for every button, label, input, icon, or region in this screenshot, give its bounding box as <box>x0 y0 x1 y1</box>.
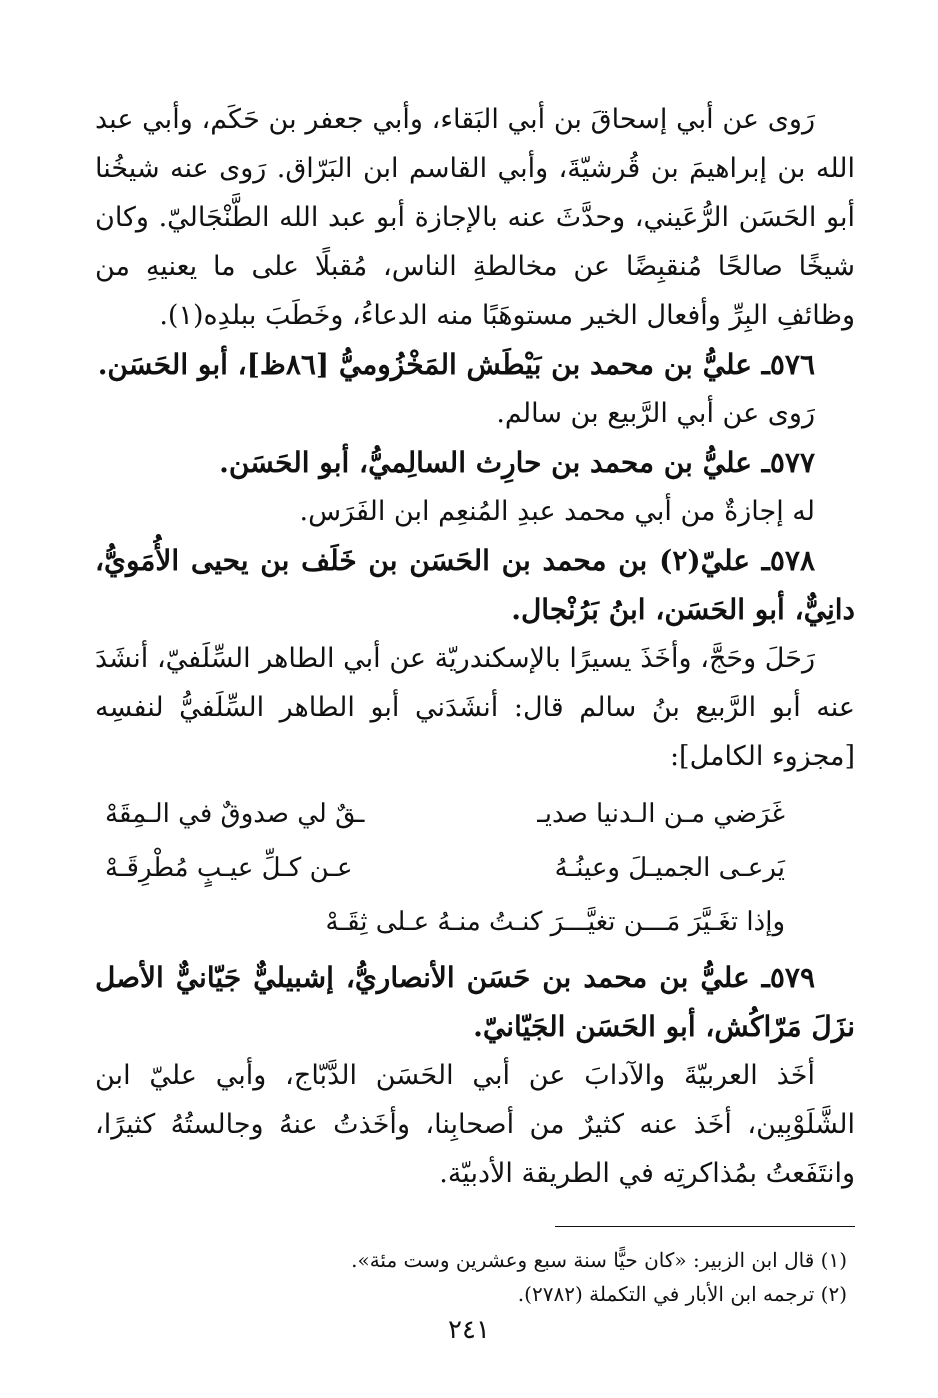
poem-hemistich-right: يَرعـى الجميـلَ وعينُـهُ <box>554 853 785 883</box>
entry-577-body: له إجازةٌ من أبي محمد عبدِ المُنعِم ابن الفَرَس. <box>299 496 815 527</box>
paragraph-intro: رَوى عن أبي إسحاقَ بن أبي البَقاء، وأبي جعفر بن حَكَم، وأبي عبد الله بن إبراهيمَ بن قُرشيّةَ، وأبي القاسم ابن البَرّاق. رَوى عنه شيخُنا أبو الحَسَن الرُّعَيني، وحدَّثَ عنه بالإجازة أبو عبد الله الطَّنْجَاليّ. وكان شيخًا صالحًا مُنقبِضًا عن مخالطةِ الناس، مُقبلًا على ما يعنيهِ من وظائفِ البِرِّ وأفعال الخير مستوهَبًا منه الدعاءُ، وخَطَبَ ببلدِه(١). <box>95 104 855 331</box>
poem-hemistich-left: عـن كـلِّ عيـبٍ مُطْرِقَـهْ <box>105 853 353 883</box>
poem-hemistich-right: غَرَضي مـن الـدنيا صديـ <box>537 799 785 829</box>
poem-verse <box>95 841 855 895</box>
entry-578-title: ٥٧٨ـ عليّ(٢) بن محمد بن الحَسَن بن خَلَف بن يحيى الأُمَويُّ، دانِيٌّ، أبو الحَسَن، ابنُ بَرُنْجال. <box>95 544 855 626</box>
footnote-separator <box>555 1226 855 1227</box>
poem-verse <box>95 787 855 841</box>
entry-576-title: ٥٧٦ـ عليُّ بن محمد بن بَيْطَش المَخْزُوميُّ [٨٦ظ]، أبو الحَسَن. <box>97 348 815 381</box>
poem-verse <box>95 895 855 949</box>
footnote-1: (١) قال ابن الزبير: «كان حيًّا سنة سبع وعشرين وست مئة». <box>351 1248 847 1272</box>
poem-hemistich-left: ـقٌ لي صدوقٌ في الـمِقَهْ <box>105 799 365 829</box>
page-body <box>95 95 855 1355</box>
poem-hemistich-right: وإذا تغَـيَّرَ مَـــن تغيَّـــرَ كنـتُ منـهُ عـلى ثِقَـهْ <box>325 907 785 937</box>
page-number: ٢٤١ <box>448 1315 490 1345</box>
entry-579-body: أخَذ العربيّةَ والآدابَ عن أبي الحَسَن الدَّبّاج، وأبي عليّ ابن الشَّلَوْبِين، أخَذ عنه كثيرٌ من أصحابِنا، وأخَذتُ عنهُ وجالستُهُ كثيرًا، وانتَفَعتُ بمُذاكرتِه في الطريقة الأدبيّة. <box>95 1060 855 1189</box>
entry-576-body: رَوى عن أبي الرَّبيع بن سالم. <box>496 398 815 429</box>
poem <box>95 787 855 949</box>
entry-579-title: ٥٧٩ـ عليُّ بن محمد بن حَسَن الأنصاريُّ، إشبيليٌّ جَيّانيٌّ الأصل نزَلَ مَرّاكُش، أبو الحَسَن الجَيّانيّ. <box>95 961 855 1043</box>
footnote-2: (٢) ترجمه ابن الأبار في التكملة (٢٧٨٢). <box>517 1282 847 1306</box>
entry-577-title: ٥٧٧ـ عليُّ بن محمد بن حارِث السالِميُّ، أبو الحَسَن. <box>219 446 815 479</box>
entry-578-body: رَحَلَ وحَجَّ، وأخَذَ يسيرًا بالإسكندريّة عن أبي الطاهر السِّلَفيّ، أنشَدَ عنه أبو الرَّبيع بنُ سالم قال: أنشَدَني أبو الطاهر السِّلَفيُّ لنفسِه [مجزوء الكامل]: <box>95 643 855 772</box>
